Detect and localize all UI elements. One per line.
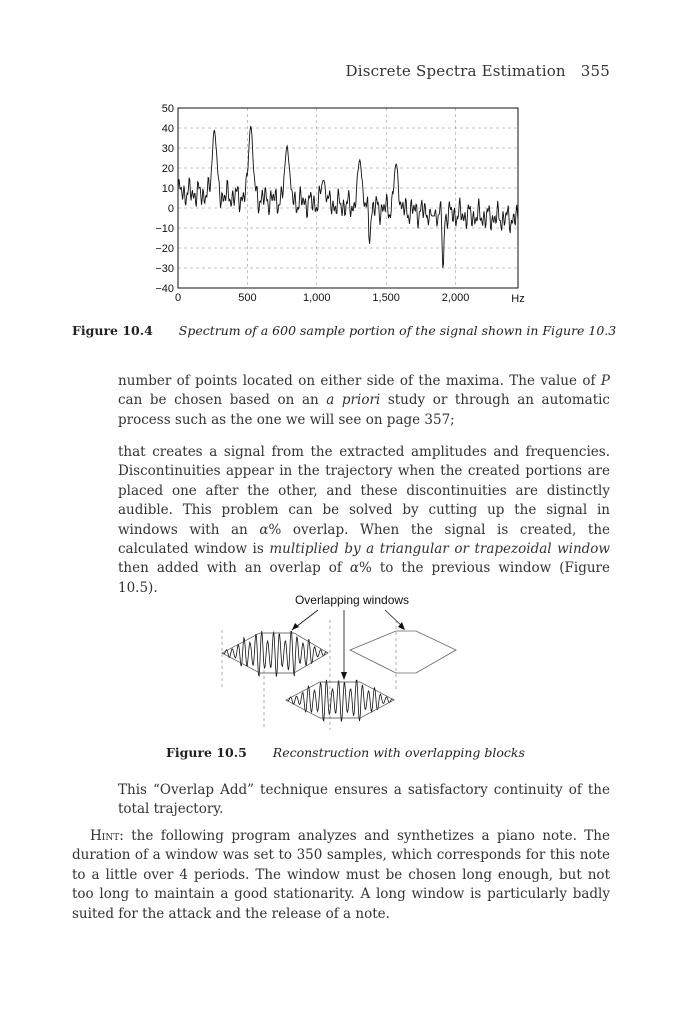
figure-10-4-caption bbox=[72, 323, 616, 338]
spectrum-line bbox=[178, 126, 518, 268]
p2-text-b: % overlap. When the signal is created, the calculated window is bbox=[118, 521, 610, 558]
p2-alpha-2: α bbox=[349, 560, 360, 577]
figure-10-5-caption bbox=[166, 745, 525, 760]
x-axis-ticks bbox=[175, 292, 469, 304]
paragraph-hint bbox=[72, 827, 610, 924]
hint-text: : the following program analyzes and synthetizes a piano note. The duration of a window was set to 350 samples, which corresponds for this note to a little over 4 periods. The window must be chosen long enough, but not too long to maintain a good stationarity. A long window is particularly badly suited for the attack and the release of a note. bbox=[72, 828, 610, 922]
hint-label: Hint bbox=[90, 828, 120, 844]
running-head bbox=[346, 62, 610, 80]
y-tick-label: −40 bbox=[155, 283, 174, 295]
running-head-title: Discrete Spectra Estimation bbox=[345, 62, 566, 80]
x-tick-label: 1,500 bbox=[372, 292, 400, 304]
overlap-annotation: Overlapping windows bbox=[294, 593, 410, 607]
y-tick-label: 30 bbox=[161, 143, 174, 155]
p2-text-d: % to the previous window (Figure 10.5). bbox=[118, 560, 610, 596]
y-tick-label: 20 bbox=[161, 163, 174, 175]
p1-var-p: P bbox=[600, 373, 610, 389]
x-axis-label: Hz bbox=[511, 293, 525, 305]
overlap-diagram bbox=[200, 590, 480, 730]
y-tick-label: 0 bbox=[167, 203, 174, 215]
y-tick-label: 10 bbox=[161, 183, 174, 195]
page-number: 355 bbox=[580, 62, 610, 80]
x-tick-label: 1,000 bbox=[303, 292, 331, 304]
figure-10-4-label: Figure 10.4 bbox=[72, 323, 153, 338]
spectrum-chart bbox=[140, 100, 540, 310]
y-tick-label: −30 bbox=[155, 263, 174, 275]
arrowhead-left bbox=[292, 623, 299, 630]
y-tick-label: −10 bbox=[155, 223, 174, 235]
arrowhead-middle bbox=[341, 672, 347, 680]
y-tick-label: 40 bbox=[161, 123, 174, 135]
p2-text-c: then added with an overlap of bbox=[118, 560, 350, 577]
windowed-waveform-block-1 bbox=[222, 631, 328, 677]
p1-text-c: study or through an automatic process such as the one we will see on page 357; bbox=[118, 392, 610, 428]
p1-text-b: can be chosen based on an bbox=[118, 392, 327, 409]
paragraph-overlap bbox=[118, 443, 610, 598]
x-tick-label: 0 bbox=[174, 292, 182, 304]
window-shape bbox=[350, 631, 456, 673]
p2-alpha: α bbox=[259, 521, 269, 538]
x-tick-label: 2,000 bbox=[441, 292, 470, 304]
y-axis-ticks bbox=[155, 103, 174, 295]
windowed-waveform-block-2 bbox=[286, 680, 394, 722]
paragraph-maxima bbox=[118, 372, 610, 430]
figure-10-5-text: Reconstruction with overlapping blocks bbox=[272, 745, 525, 760]
p1-a-priori: a priori bbox=[326, 392, 381, 409]
p2-text-a: that creates a signal from the extracted amplitudes and frequencies. Discontinuities appear in the trajectory when the created portions are placed one after the other, and these discontinuities are distinctly audible. This problem can be solved by cutting up the signal in windows with an bbox=[118, 444, 610, 538]
p2-multiplied: multiplied by a triangular or trapezoidal window bbox=[269, 541, 610, 558]
figure-10-5-label: Figure 10.5 bbox=[166, 745, 247, 760]
y-tick-label: −20 bbox=[155, 243, 174, 255]
x-tick-label: 500 bbox=[238, 292, 257, 304]
paragraph-overlap-add: This “Overlap Add” technique ensures a satisfactory continuity of the total trajectory. bbox=[118, 782, 610, 818]
figure-10-4-text: Spectrum of a 600 sample portion of the signal shown in Figure 10.3 bbox=[178, 323, 617, 338]
p1-text-a: number of points located on either side of the maxima. The value of bbox=[118, 373, 601, 389]
y-tick-label: 50 bbox=[161, 103, 174, 115]
